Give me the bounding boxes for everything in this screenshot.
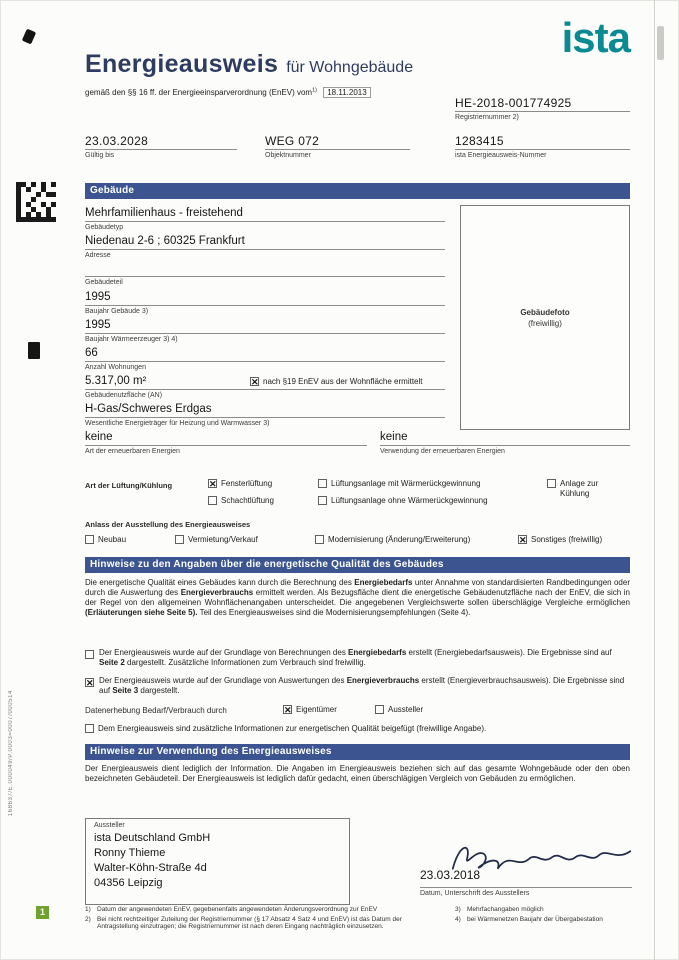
kuehlung-label: Anlage zur Kühlung bbox=[560, 479, 599, 498]
area-method-checkbox[interactable]: ✕ bbox=[251, 377, 259, 387]
building-type-label: Gebäudetyp bbox=[85, 223, 124, 231]
aussteller-option-label: Aussteller bbox=[388, 705, 424, 714]
scan-artifact-mark bbox=[28, 342, 40, 359]
footnote-1 bbox=[85, 906, 443, 914]
apartment-count-field bbox=[85, 346, 445, 371]
construction-year-label: Baujahr Gebäude 3) bbox=[85, 307, 149, 315]
renewable-type-field bbox=[85, 430, 367, 455]
demand-certificate-checkbox[interactable] bbox=[85, 650, 94, 659]
sonstiges-label: Sonstiges (freiwillig) bbox=[531, 535, 603, 544]
eigentuemer-checkbox[interactable]: ✕ bbox=[284, 705, 292, 715]
data-collection-option-row bbox=[375, 705, 423, 715]
vermietung-label: Vermietung/Verkauf bbox=[188, 535, 258, 544]
footnote-4 bbox=[455, 916, 633, 924]
lueftungsanlage-ohne-wrg-label: Lüftungsanlage ohne Wärmerückgewinnung bbox=[331, 496, 488, 505]
ventilation-option-row bbox=[208, 496, 274, 506]
ista-number-field bbox=[455, 134, 630, 159]
signature bbox=[445, 834, 640, 886]
renewable-type-value: keine bbox=[85, 430, 367, 446]
floor-area-value: 5.317,00 m² bbox=[85, 374, 445, 390]
section-header-qualitaet: Hinweise zu den Angaben über die energetische Qualität des Gebäudes bbox=[85, 557, 630, 573]
issuer-label: Aussteller bbox=[94, 822, 125, 829]
heater-year-field bbox=[85, 318, 445, 343]
signature-date: 23.03.2018 bbox=[420, 868, 481, 882]
footnote-1-text: Datum der angewendeten EnEV, gegebenenfalls angewendeten Änderungsverordnung zur EnEV bbox=[97, 906, 378, 913]
usage-paragraph: Der Energieausweis dient lediglich der Information. Die Angaben im Energieausweis beziehen sich auf das gesamte Wohngebäude oder den oben bezeichneten Gebäudeteil. Der Energieausweis ist lediglich dafür gedacht, einen überschlägigen Vergleich von Gebäuden zu ermöglichen. bbox=[85, 764, 630, 783]
building-type-field bbox=[85, 206, 445, 231]
renewable-use-label: Verwendung der erneuerbaren Energien bbox=[380, 447, 505, 455]
data-collection-option-row bbox=[283, 705, 337, 715]
issuer-street: Walter-Köhn-Straße 4d bbox=[94, 862, 207, 874]
lueftungsanlage-mit-wrg-checkbox[interactable] bbox=[318, 479, 327, 488]
scan-artifact-smudge bbox=[657, 26, 664, 60]
ventilation-option-row bbox=[318, 496, 488, 506]
energy-carrier-value: H-Gas/Schweres Erdgas bbox=[85, 402, 445, 418]
vermietung-checkbox[interactable] bbox=[175, 535, 184, 544]
registration-number-value: HE-2018-001774925 bbox=[455, 96, 630, 112]
occasion-option-row bbox=[518, 535, 602, 545]
schachtlueftung-checkbox[interactable] bbox=[208, 496, 217, 505]
valid-until-label: Gültig bis bbox=[85, 151, 115, 159]
construction-year-field bbox=[85, 290, 445, 315]
modernisierung-checkbox[interactable] bbox=[315, 535, 324, 544]
modernisierung-label: Modernisierung (Änderung/Erweiterung) bbox=[328, 535, 471, 544]
neubau-checkbox[interactable] bbox=[85, 535, 94, 544]
footnote-4-text: bei Wärmenetzen Baujahr der Übergabestation bbox=[467, 915, 603, 923]
renewable-use-field bbox=[380, 430, 630, 455]
lueftungsanlage-mit-wrg-label: Lüftungsanlage mit Wärmerückgewinnung bbox=[331, 479, 481, 488]
valid-until-value: 23.03.2028 bbox=[85, 134, 237, 150]
schachtlueftung-label: Schachtlüftung bbox=[221, 496, 274, 505]
occasion-option-row bbox=[315, 535, 470, 545]
footnotes-left bbox=[85, 906, 443, 933]
document-title: Energieausweis bbox=[85, 50, 279, 78]
extra-info-row bbox=[85, 724, 618, 734]
area-method-label: nach §19 EnEV aus der Wohnfläche ermittelt bbox=[263, 377, 423, 386]
law-reference-text: gemäß den §§ 16 ff. der Energieeinsparverordnung (EnEV) vom bbox=[85, 88, 313, 97]
issuer-city: 04356 Leipzig bbox=[94, 877, 163, 889]
ista-logo: ista bbox=[561, 14, 630, 61]
registration-number-field bbox=[455, 96, 630, 121]
building-part-field bbox=[85, 262, 445, 286]
footnote-3-number: 3) bbox=[455, 906, 461, 913]
address-label: Adresse bbox=[85, 251, 111, 259]
signature-line bbox=[420, 887, 632, 888]
object-number-label: Objektnummer bbox=[265, 151, 311, 159]
object-number-field bbox=[265, 134, 410, 159]
address-field bbox=[85, 234, 445, 259]
footnote-1-number: 1) bbox=[85, 906, 91, 913]
construction-year-value: 1995 bbox=[85, 290, 445, 306]
section-header-gebaeude: Gebäude bbox=[85, 183, 630, 199]
building-part-value bbox=[85, 262, 445, 277]
extra-info-label: Dem Energieausweis sind zusätzliche Informationen zur energetischen Qualität beigefügt (freiwillige Angabe). bbox=[98, 724, 487, 733]
valid-until-field bbox=[85, 134, 237, 159]
lueftungsanlage-ohne-wrg-checkbox[interactable] bbox=[318, 496, 327, 505]
apartment-count-label: Anzahl Wohnungen bbox=[85, 363, 146, 371]
renewable-type-label: Art der erneuerbaren Energien bbox=[85, 447, 180, 455]
footnote-3-text: Mehrfachangaben möglich bbox=[467, 906, 544, 913]
footnote-2-number: 2) bbox=[85, 915, 91, 923]
kuehlung-checkbox[interactable] bbox=[547, 479, 556, 488]
document-title-suffix: für Wohngebäude bbox=[286, 59, 414, 76]
ventilation-option-row bbox=[318, 479, 480, 489]
footnote-2-text: Bei nicht rechtzeitiger Zuteilung der Registriernummer (§ 17 Absatz 4 Satz 4 und EnEV) ist das Datum der Antragstellung einzutragen; die Registriernummer ist nach deren Eingang nachträglich einzusetzen. bbox=[97, 915, 402, 930]
building-type-value: Mehrfamilienhaus - freistehend bbox=[85, 206, 445, 222]
ista-number-value: 1283415 bbox=[455, 134, 630, 150]
consumption-certificate-checkbox[interactable]: ✕ bbox=[86, 678, 94, 688]
address-value: Niedenau 2-6 ; 60325 Frankfurt bbox=[85, 234, 445, 250]
floor-area-label: Gebäudenutzfläche (AN) bbox=[85, 391, 163, 399]
consumption-certificate-text: Der Energieausweis wurde auf der Grundlage von Auswertungen des Energieverbrauchs erstellt (Energieverbrauchsausweis). Die Ergebnisse sind auf Seite 3 dargestellt. bbox=[99, 676, 625, 695]
renewable-use-value: keine bbox=[380, 430, 630, 446]
scan-side-code: 168637/E.000049/P.0003=0007/000514 bbox=[8, 690, 14, 817]
datamatrix-barcode-icon bbox=[16, 182, 56, 222]
occasion-option-row bbox=[175, 535, 258, 545]
footnote-marker-1: 1) bbox=[312, 87, 317, 94]
apartment-count-value: 66 bbox=[85, 346, 445, 362]
ventilation-option-row bbox=[547, 479, 617, 498]
energy-carrier-field bbox=[85, 402, 445, 427]
registration-number-label: Registriernummer 2) bbox=[455, 113, 519, 121]
issuer-name: Ronny Thieme bbox=[94, 847, 166, 859]
ventilation-option-row bbox=[208, 479, 272, 489]
energy-carrier-label: Wesentliche Energieträger für Heizung und Warmwasser 3) bbox=[85, 419, 270, 427]
ista-number-label: ista Energieausweis-Nummer bbox=[455, 151, 547, 159]
neubau-label: Neubau bbox=[98, 535, 127, 544]
demand-certificate-text: Der Energieausweis wurde auf der Grundlage von Berechnungen des Energiebedarfs erstellt (Energiebedarfsausweis). Die Ergebnisse sind auf Seite 2 dargestellt. Zusätzliche Informationen zum Verbrauch sind freiwillig. bbox=[99, 648, 612, 667]
scan-edge bbox=[654, 0, 655, 960]
footnotes-right bbox=[455, 906, 633, 925]
building-part-label: Gebäudeteil bbox=[85, 278, 123, 286]
object-number-value: WEG 072 bbox=[265, 134, 410, 150]
photo-label-line1: Gebäudefoto bbox=[520, 307, 570, 317]
consumption-certificate-row bbox=[85, 678, 94, 687]
scan-artifact-mark bbox=[22, 29, 36, 45]
footnote-4-number: 4) bbox=[455, 915, 461, 923]
footnote-2 bbox=[85, 916, 443, 931]
data-collection-label: Datenerhebung Bedarf/Verbrauch durch bbox=[85, 706, 227, 715]
quality-intro-paragraph: Die energetische Qualität eines Gebäudes kann durch die Berechnung des Energiebedarfs unter Annahme von standardisierten Randbedingungen oder durch die Auswertung des Energieverbrauchs ermittelt werden. Als Bezugsfläche dient die energetische Gebäudenutzfläche nach der EnEV, die sich in der Regel von den allgemeinen Wohnflächenangaben unterscheidet. Die angegebenen Vergleichswerte sollen überschlägige Vergleiche ermöglichen (Erläuterungen siehe Seite 5). Teil des Energieausweises sind die Modernisierungsempfehlungen (Seite 4). bbox=[85, 578, 631, 617]
law-reference bbox=[85, 87, 371, 98]
heater-year-value: 1995 bbox=[85, 318, 445, 334]
ventilation-label: Art der Lüftung/Kühlung bbox=[85, 481, 173, 490]
issuer-box bbox=[85, 818, 350, 905]
heater-year-label: Baujahr Wärmeerzeuger 3) 4) bbox=[85, 335, 178, 343]
header bbox=[85, 50, 505, 79]
extra-info-checkbox[interactable] bbox=[85, 724, 94, 733]
eigentuemer-label: Eigentümer bbox=[296, 705, 337, 714]
demand-certificate-row bbox=[85, 650, 94, 659]
occasion-label: Anlass der Ausstellung des Energieausweises bbox=[85, 520, 251, 529]
fensterlueftung-checkbox[interactable]: ✕ bbox=[209, 479, 217, 489]
section-header-verwendung: Hinweise zur Verwendung des Energieausweises bbox=[85, 744, 630, 760]
issuer-company: ista Deutschland GmbH bbox=[94, 832, 211, 844]
photo-label-line2: (freiwillig) bbox=[528, 318, 562, 328]
fensterlueftung-label: Fensterlüftung bbox=[221, 479, 273, 488]
area-method-checkbox-row bbox=[250, 377, 445, 387]
aussteller-checkbox[interactable] bbox=[375, 705, 384, 714]
building-photo-placeholder bbox=[460, 205, 630, 430]
footnote-3 bbox=[455, 906, 633, 914]
signature-date-label: Datum, Unterschrift des Ausstellers bbox=[420, 890, 530, 897]
occasion-option-row bbox=[85, 535, 126, 545]
sonstiges-checkbox[interactable]: ✕ bbox=[519, 535, 527, 545]
page-number-badge: 1 bbox=[36, 906, 49, 919]
enev-date: 18.11.2013 bbox=[323, 87, 370, 98]
